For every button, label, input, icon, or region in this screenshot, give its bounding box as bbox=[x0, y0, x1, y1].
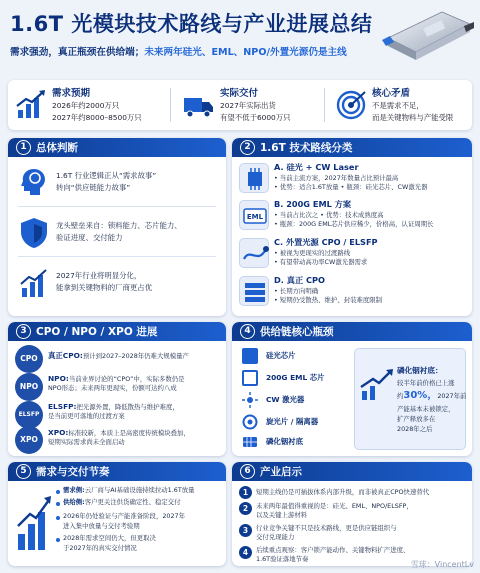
insight-text: 后续重点观察：客户锁产能动作、关键物料扩产进度、 bbox=[256, 546, 410, 554]
cpo-head: 真正CPO: bbox=[48, 351, 83, 360]
bullet bbox=[56, 502, 60, 506]
elsfp-row bbox=[48, 401, 179, 412]
kpi-conflict-line-2: 而是关键物料与产能受限 bbox=[372, 113, 454, 122]
kpi-delivery-line-2: 有望不低于6000万只 bbox=[220, 113, 291, 122]
bottleneck-item: CW 激光器 bbox=[266, 395, 305, 404]
route-detail: • 有望带动高功率CW激光器需求 bbox=[274, 258, 368, 266]
delivery-truck-icon bbox=[182, 88, 216, 122]
panel-header bbox=[232, 138, 472, 157]
kpi-demand-line-1: 2026年约2000万只 bbox=[52, 101, 120, 110]
bullet bbox=[56, 490, 60, 494]
subtitle-part-a: 需求强劲，真正瓶颈在供给端； bbox=[10, 47, 145, 58]
panel-demand-delivery bbox=[8, 462, 226, 566]
panel-header bbox=[232, 322, 472, 341]
callout-line: 扩产释放多在 bbox=[397, 415, 436, 423]
callout-percent: 30%， bbox=[403, 390, 438, 401]
callout-line: 产能基本未被锁定， bbox=[397, 405, 455, 413]
callout-line: 2028年之后 bbox=[397, 425, 433, 433]
page-subtitle bbox=[10, 44, 347, 58]
kpi-summary-bar bbox=[8, 80, 472, 130]
supply-text: 客户更关注供货确定性、稳定交付 bbox=[84, 498, 181, 506]
demand-text: 云厂商与AI基础设施持续拉动1.6T放量 bbox=[84, 486, 195, 494]
wafer-icon bbox=[242, 434, 258, 450]
kpi-conflict bbox=[328, 80, 472, 130]
panel-header bbox=[232, 462, 472, 481]
npo-head: NPO: bbox=[48, 374, 69, 383]
route-detail: • 当前占比次之 • 优势：技术成熟度高 bbox=[274, 211, 384, 219]
panel-overall-judgment bbox=[8, 138, 226, 316]
judgment-line: 龙头壁垒来自：锁料能力、芯片能力、 bbox=[56, 221, 182, 230]
elsfp-head: ELSFP: bbox=[48, 402, 77, 411]
panel-title: 1.6T 技术路线分类 bbox=[260, 142, 353, 154]
elsfp-badge: ELSFP bbox=[15, 401, 43, 429]
section-number: 2 bbox=[240, 140, 255, 155]
kpi-conflict-line-1: 不是需求不足， bbox=[372, 101, 424, 110]
callout-about: 约 bbox=[397, 392, 404, 400]
panel-header bbox=[8, 462, 226, 481]
insight-text: 交付兑现能力 bbox=[256, 533, 295, 541]
insight-text: 行业竞争关键不只是技术路线，更是供应链组织与 bbox=[256, 524, 397, 532]
xpo-badge: XPO bbox=[15, 426, 43, 454]
target-icon bbox=[334, 88, 368, 122]
callout-line bbox=[397, 391, 466, 401]
judgment-line: 1.6T 行业逻辑正从“需求故事” bbox=[56, 171, 157, 180]
route-detail: • 当前主流方案，2027年数量占比预计最高 bbox=[274, 174, 399, 182]
laser-icon bbox=[242, 392, 258, 408]
panel-title: 总体判断 bbox=[36, 142, 78, 154]
panel-supply-bottleneck bbox=[232, 322, 472, 456]
inp-substrate-callout bbox=[354, 348, 466, 450]
xpo-row bbox=[48, 427, 190, 438]
growth-bars-icon bbox=[16, 492, 52, 552]
bottleneck-item: 磷化铟衬底 bbox=[266, 437, 303, 446]
timeline-text: 进入集中放量与交付考验期 bbox=[63, 522, 140, 530]
cpo-badge: CPO bbox=[15, 345, 43, 373]
insight-text: 未来两年最值得重视的是：硅光、EML、NPO/ELSFP， bbox=[256, 502, 413, 510]
demand-row bbox=[63, 486, 195, 495]
growth-chart-icon bbox=[18, 266, 50, 300]
route-detail: • 长期方向明确 bbox=[274, 287, 319, 295]
panel-industry-insights bbox=[232, 462, 472, 566]
elsfp-text: 把光源外置，降低散热与维护难度， bbox=[76, 403, 179, 411]
kpi-divider bbox=[170, 88, 171, 122]
route-title: A. 硅光 + CW Laser bbox=[274, 162, 359, 172]
panel-title: 产业启示 bbox=[260, 466, 302, 478]
bullet bbox=[56, 538, 60, 542]
judgment-line: 验证进度、交付能力 bbox=[56, 233, 123, 242]
svg-text:EML: EML bbox=[246, 213, 264, 221]
cpo-text: 预计到2027–2028年仍难大规模量产 bbox=[82, 352, 189, 360]
chip-icon bbox=[239, 163, 269, 193]
section-number: 5 bbox=[16, 464, 31, 479]
route-title: D. 真正 CPO bbox=[274, 275, 325, 285]
route-detail: • 短期仍受散热、维护、封装难度限制 bbox=[274, 296, 383, 304]
bottleneck-item: 旋光片 / 隔离器 bbox=[266, 417, 319, 426]
kpi-demand-line-2: 2027年约8000–8500万只 bbox=[52, 113, 142, 122]
watermark: 雪球：VincentLv bbox=[410, 560, 474, 569]
panel-title: 需求与交付节奏 bbox=[36, 466, 110, 478]
kpi-delivery-title: 实际交付 bbox=[220, 88, 259, 99]
demand-head: 需求侧: bbox=[63, 486, 85, 494]
insight-number: 2 bbox=[239, 502, 252, 515]
kpi-demand-title: 需求预期 bbox=[52, 88, 91, 99]
timeline-text: 于2027年的真实交付情况 bbox=[63, 544, 137, 552]
judgment-line: 转向“供应链能力故事” bbox=[56, 183, 131, 192]
route-detail: • 优势：适合1.6T放量 • 瓶颈：硅光芯片、CW激光器 bbox=[274, 183, 428, 191]
divider bbox=[18, 206, 216, 207]
insight-text: 短期主线仍是可插拔体系内部升级，而非被真正CPO快速替代 bbox=[256, 488, 430, 496]
timeline-text: 2026年仍处验证与产能准备阶段，2027年 bbox=[63, 512, 185, 520]
npo-text: NPO形态；未来两年更现实，份额可达约八成 bbox=[48, 384, 177, 392]
divider bbox=[18, 256, 216, 257]
section-number: 6 bbox=[240, 464, 255, 479]
optical-module-image bbox=[380, 4, 476, 66]
npo-text: 当前业界讨论的“CPO”中，实际多数仍是 bbox=[68, 375, 185, 383]
kpi-delivery bbox=[176, 80, 324, 130]
supply-row bbox=[63, 498, 181, 507]
panel-header bbox=[8, 322, 226, 341]
kpi-delivery-line-1: 2027年实际出货 bbox=[220, 101, 276, 110]
page-title: 1.6T 光模块技术路线与产业进展总结 bbox=[10, 12, 373, 36]
route-detail: • 瓶颈：200G EML芯片供应稀少，价格高，认证周期长 bbox=[274, 220, 434, 228]
server-stack-icon bbox=[239, 276, 269, 306]
bottleneck-item: 200G EML 芯片 bbox=[266, 373, 325, 382]
bullet bbox=[56, 516, 60, 520]
route-detail: • 被视为更现实的过渡路线 bbox=[274, 249, 351, 257]
brain-head-icon bbox=[18, 166, 50, 198]
section-number: 1 bbox=[16, 140, 31, 155]
insight-text: 1.6T验证落地节奏 bbox=[256, 555, 309, 563]
judgment-line: 2027年行业将明显分化， bbox=[56, 271, 142, 280]
kpi-divider bbox=[324, 88, 325, 122]
npo-badge: NPO bbox=[15, 373, 43, 401]
panel-cpo-npo-xpo bbox=[8, 322, 226, 456]
fiber-cable-icon bbox=[239, 238, 269, 268]
xpo-text: 标准较新，本质上是高密度传统模块叠加， bbox=[68, 429, 190, 437]
route-title: B. 200G EML 方案 bbox=[274, 199, 352, 209]
elsfp-text: 是当前更可落地的过渡方案 bbox=[48, 412, 125, 420]
panel-tech-routes bbox=[232, 138, 472, 316]
panel-title: 供给链核心瓶颈 bbox=[260, 326, 334, 338]
insight-number: 3 bbox=[239, 524, 252, 537]
rising-chart-icon bbox=[14, 88, 48, 122]
kpi-demand bbox=[8, 80, 163, 130]
silicon-chip-icon bbox=[242, 348, 258, 364]
xpo-head: XPO: bbox=[48, 428, 69, 437]
bottleneck-item: 硅光芯片 bbox=[266, 351, 296, 360]
judgment-line: 能拿到关键物料的厂商更占优 bbox=[56, 283, 153, 292]
section-number: 3 bbox=[16, 324, 31, 339]
callout-title: 磷化铟衬底： bbox=[397, 366, 443, 375]
supply-head: 供给侧: bbox=[63, 498, 85, 506]
callout-text: 2027年前 bbox=[437, 392, 467, 400]
insight-number: 4 bbox=[239, 546, 252, 559]
route-title: C. 外置光源 CPO / ELSFP bbox=[274, 237, 378, 247]
panel-title: CPO / NPO / XPO 进展 bbox=[36, 326, 158, 338]
callout-line: 较半年前价格已上涨 bbox=[397, 379, 455, 387]
eml-chip-icon bbox=[242, 370, 258, 386]
xpo-text: 短期实际需求尚未全面启动 bbox=[48, 438, 125, 446]
price-up-arrow-icon bbox=[359, 367, 395, 403]
subtitle-part-b: 未来两年硅光、EML、NPO/外置光源仍是主线 bbox=[144, 47, 347, 58]
eml-chip-icon bbox=[239, 200, 269, 230]
timeline-text: 2028年需求空间仍大，但更取决 bbox=[63, 534, 156, 542]
shield-icon bbox=[18, 216, 50, 250]
npo-row bbox=[48, 373, 185, 384]
panel-header bbox=[8, 138, 226, 157]
section-number: 4 bbox=[240, 324, 255, 339]
isolator-icon bbox=[242, 414, 258, 430]
insight-text: 以及关键上游材料 bbox=[256, 511, 308, 519]
kpi-conflict-title: 核心矛盾 bbox=[372, 88, 411, 99]
insight-number: 1 bbox=[239, 486, 252, 499]
cpo-row bbox=[48, 350, 189, 361]
